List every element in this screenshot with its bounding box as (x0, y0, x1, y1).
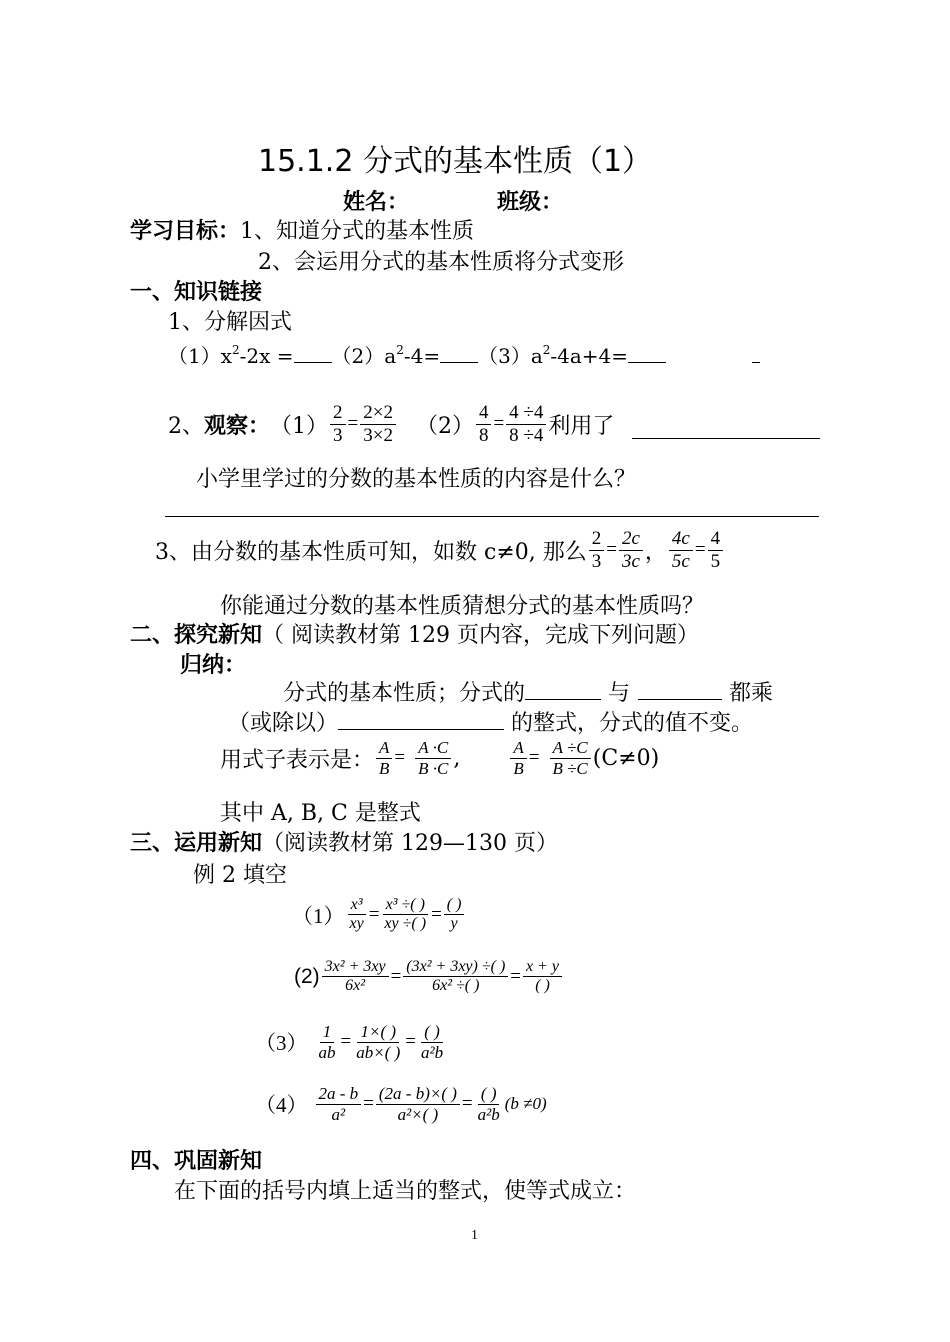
page-title: 15.1.2 分式的基本性质（1） (258, 144, 653, 179)
example-item-3: （3） $\frac{1}{ab}$ = $\frac{1\times( )}{ab\times( )}$ = $\frac{( )}{\text{a²b}}$ (255, 1022, 448, 1062)
class-label: 班级： (497, 190, 564, 215)
page-number: 1 (471, 1228, 478, 1243)
fraction: $\frac{2\times 2}{3\times 2}$ (360, 402, 396, 447)
where-text: 其中 A, B, C 是整式 (220, 801, 421, 826)
fraction: $\frac{4}{5}$ (708, 528, 724, 573)
fraction: $\frac{(2a - b)\times( )}{\text{a²×( )}}$ (376, 1084, 460, 1124)
q3-question: 你能通过分数的基本性质猜想分式的基本性质吗？ (220, 594, 705, 619)
fraction: $\frac{A}{B}$ (376, 738, 392, 778)
example-item-1: （1） $\frac{\text{x³}}{xy}$ = $\frac{\text{x³ ÷( )}}{xy \div( )}$ = $\frac{( )}{y}$ (292, 896, 466, 934)
answer-blank[interactable] (525, 681, 601, 700)
summary-label: 归纳： (180, 653, 247, 678)
example-item-2: (2) $\frac{\text{3x² + 3xy}}{\text{6x²}}$ = $\frac{\text{(3x² + 3xy) ÷( )}}{\text{6x² ÷( )}}$ = $\frac{x + y}{( )}$ (294, 958, 564, 996)
goals-label: 学习目标： (130, 219, 241, 244)
fraction: $\frac{\text{3x² + 3xy}}{\text{6x²}}$ (322, 958, 389, 996)
fraction: $\frac{4}{8}$ (476, 402, 492, 447)
fraction: $\frac{A \div C}{B \div C}$ (549, 738, 590, 778)
fraction: $\frac{2a - b}{\text{a²}}$ (316, 1084, 362, 1124)
fraction: $\frac{\text{x³ ÷( )}}{xy \div( )}$ (384, 896, 427, 933)
goal-item-2: 2、会运用分式的基本性质将分式变形 (258, 250, 624, 275)
fraction: $\frac{A}{B}$ (510, 738, 526, 778)
section2-header: 二、探究新知（ 阅读教材第 129 页内容，完成下列问题） (130, 623, 699, 648)
fraction: $\frac{x + y}{( )}$ (523, 958, 562, 996)
section4-text: 在下面的括号内填上适当的整式，使等式成立： (174, 1179, 637, 1204)
fraction: $\frac{2}{3}$ (330, 402, 346, 447)
fraction: $\frac{\text{x³}}{xy}$ (349, 896, 364, 933)
answer-blank[interactable] (638, 681, 722, 700)
example-label: 例 2 填空 (193, 863, 287, 888)
fraction: $\frac{( )}{\text{a²b}}$ (477, 1084, 500, 1124)
fraction: $\frac{( )}{y}$ (444, 896, 465, 934)
section1-heading: 一、知识链接 (130, 280, 263, 305)
fraction: $\frac{( )}{\text{a²b}}$ (420, 1022, 444, 1062)
q1-label: 1、分解因式 (168, 310, 292, 335)
name-label: 姓名： (343, 190, 410, 215)
q1-items: $(1)x^2-2x = (2)a^2-4= (3)a^2-4a+4=$ (168, 340, 666, 369)
fraction: $\frac{\text{(3x² + 3xy) ÷( )}}{\text{6x² ÷( )}}$ (403, 958, 508, 996)
q2-question: 小学里学过的分数的基本性质的内容是什么？ (196, 467, 637, 492)
answer-blank[interactable] (294, 344, 332, 363)
fraction: $\frac{4c}{5c}$ (669, 528, 693, 573)
answer-blank[interactable] (338, 711, 504, 730)
answer-blank[interactable] (632, 438, 820, 439)
section4-heading: 四、巩固新知 (130, 1149, 263, 1174)
answer-blank[interactable] (440, 344, 478, 363)
property-line-2: （或除以） 的整式，分式的值不变。 (228, 711, 754, 736)
example-item-4: （4） $\frac{2a - b}{\text{a²}}$ = $\frac{(2a - b)\times( )}{\text{a²×( )}}$ = $\frac{( )}{\text{a²b}}$ (b ≠0) (255, 1084, 547, 1124)
answer-line[interactable] (165, 516, 819, 517)
answer-blank[interactable] (628, 344, 666, 363)
fraction: $\frac{1\times( )}{ab\times( )}$ (356, 1022, 401, 1062)
q3-row: 3、由分数的基本性质可知，如数 c≠0, 那么 $\frac{2}{3}$ = $\frac{2c}{3c}$ ， $\frac{4c}{5c}$ = $\frac{4}{5}$ (155, 528, 725, 573)
fraction: $\frac{2c}{3c}$ (619, 528, 643, 573)
fraction: $\frac{A \cdot C}{B \cdot C}$ (415, 738, 451, 778)
formula-row: 用式子表示是： $\frac{A}{B}$ = $\frac{A \cdot C}{B \cdot C}$ , $\frac{A}{B}$ = $\frac{A \div C}{B \div C}$ (C≠0) (220, 738, 660, 778)
q2-row: 2、 观察： （1） $\frac{2}{3}$ = $\frac{2\times 2}{3\times 2}$ （2） $\frac{4}{8}$ = $\frac{4 \div 4}{8 \div 4}$ 利用了 (168, 402, 615, 446)
fraction: $\frac{1}{ab}$ (318, 1022, 336, 1062)
fraction: $\frac{2}{3}$ (589, 528, 605, 573)
goal-item-1: 1、知道分式的基本性质 (240, 219, 474, 244)
property-line-1: 分式的基本性质；分式的 与 都乘 (283, 681, 774, 706)
fraction: $\frac{4 \div 4}{8 \div 4}$ (506, 402, 546, 447)
stray-mark (752, 362, 760, 363)
section3-header: 三、运用新知（阅读教材第 129—130 页） (130, 831, 558, 856)
